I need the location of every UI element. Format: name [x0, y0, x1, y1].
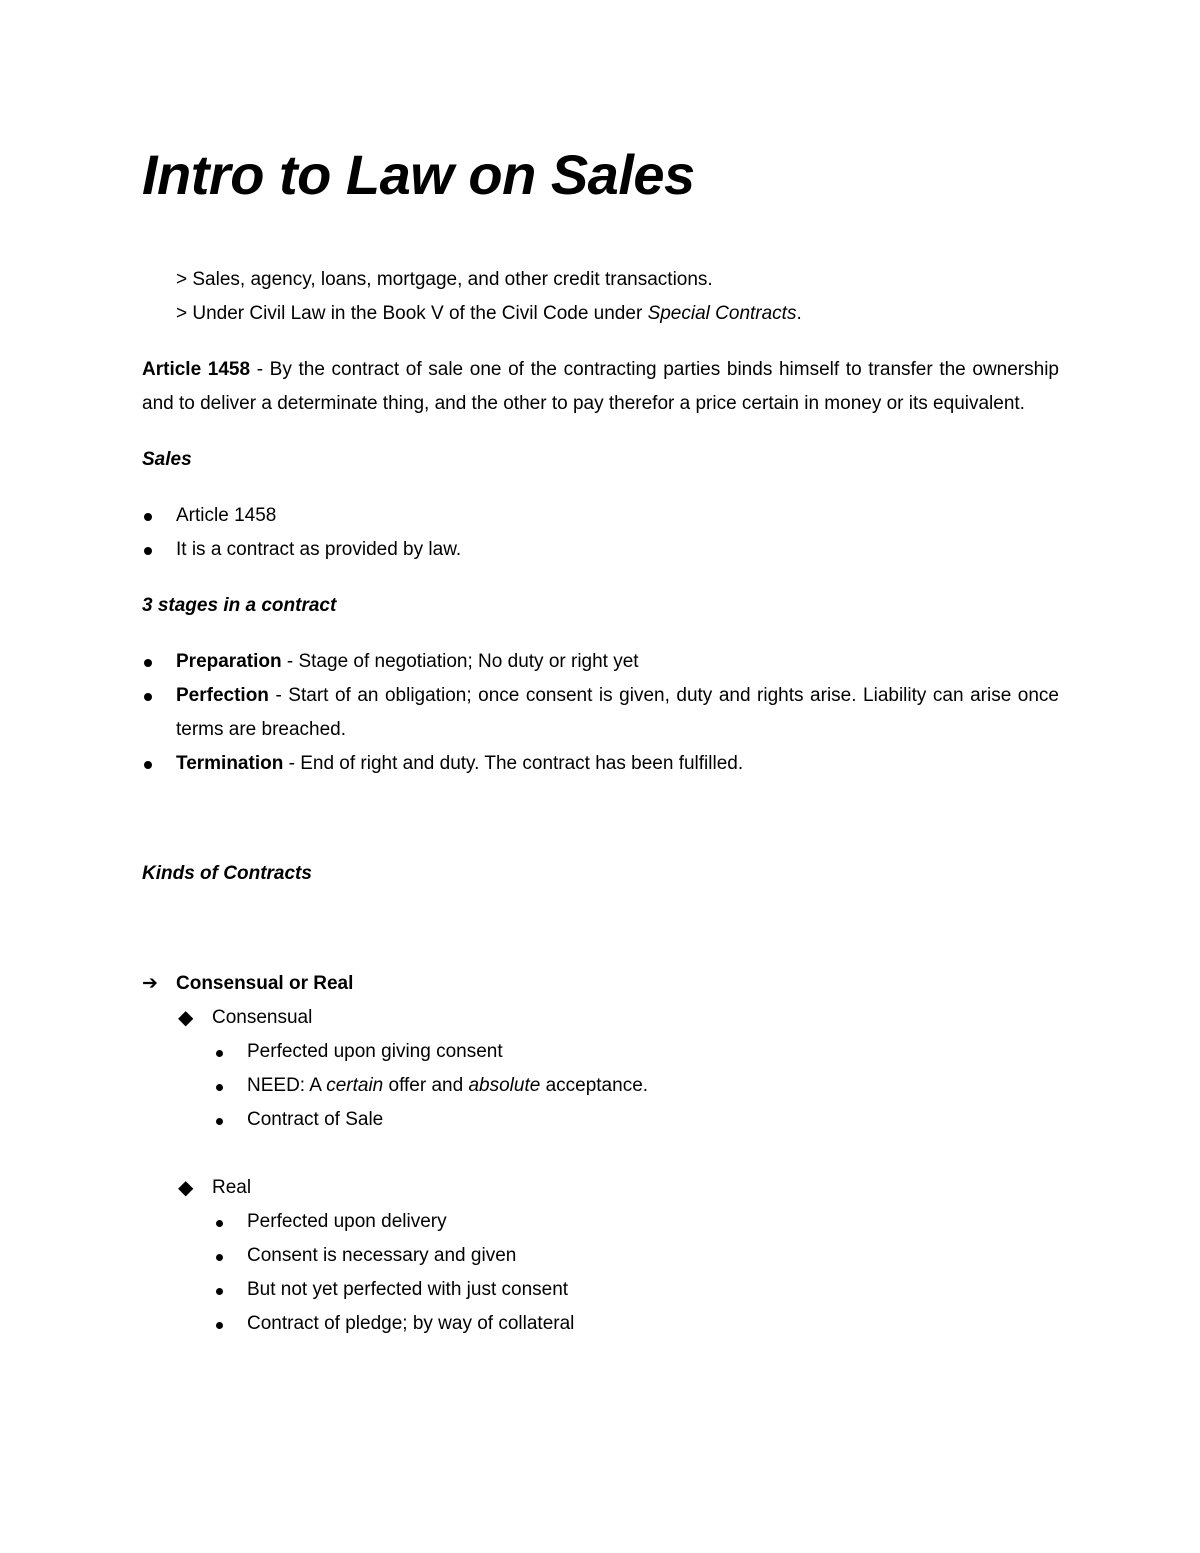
stage-desc: - Start of an obligation; once consent is given, duty and rights arise. Liability can arise once terms are breached.	[176, 685, 1059, 740]
intro-list	[142, 263, 1059, 331]
list-item-text: Article 1458	[176, 505, 277, 526]
list-item-text: Perfected upon giving consent	[247, 1041, 503, 1062]
list-item	[142, 1205, 1059, 1239]
list-item	[142, 747, 1059, 781]
outline-subgroup	[142, 1001, 1059, 1035]
kinds-heading: Kinds of Contracts	[142, 863, 312, 884]
list-item	[142, 533, 1059, 567]
stages-heading: 3 stages in a contract	[142, 595, 337, 616]
list-item-text: NEED: A	[247, 1075, 327, 1096]
stage-term: Preparation	[176, 651, 282, 672]
arrow-right-icon: ➔	[142, 973, 158, 994]
intro-line-1: > Sales, agency, loans, mortgage, and other credit transactions.	[176, 269, 713, 290]
document-title: Intro to Law on Sales	[142, 143, 695, 206]
bullet-dot-icon	[216, 1084, 223, 1091]
outline-group	[142, 967, 1059, 1001]
group-title: Consensual or Real	[176, 973, 354, 994]
list-item-text: Consent is necessary and given	[247, 1245, 517, 1266]
list-item-text: It is a contract as provided by law.	[176, 539, 462, 560]
bullet-dot-icon	[144, 693, 152, 701]
article-1458-paragraph	[142, 353, 1059, 421]
spacer	[142, 1137, 1059, 1171]
list-item	[142, 645, 1059, 679]
diamond-bullet-icon: ◆	[178, 1007, 194, 1029]
stages-list	[142, 645, 1059, 781]
list-item	[142, 1103, 1059, 1137]
outline-subgroup	[142, 1171, 1059, 1205]
bullet-dot-icon	[144, 761, 152, 769]
list-item	[142, 1035, 1059, 1069]
stage-desc: - End of right and duty. The contract has been fulfilled.	[283, 753, 744, 774]
bullet-dot-icon	[216, 1118, 223, 1125]
subgroup-label: Consensual	[212, 1007, 313, 1028]
list-item-text: acceptance.	[540, 1075, 649, 1096]
bullet-dot-icon	[144, 547, 152, 555]
stage-term: Termination	[176, 753, 284, 774]
special-contracts-text: Special Contracts	[647, 303, 797, 324]
diamond-bullet-icon: ◆	[178, 1177, 194, 1199]
list-item	[142, 1069, 1059, 1103]
intro-line-2	[142, 297, 1059, 331]
bullet-dot-icon	[216, 1254, 223, 1261]
kinds-outline	[142, 967, 1059, 1341]
bullet-dot-icon	[144, 659, 152, 667]
list-item	[142, 1307, 1059, 1341]
list-item-text: Contract of Sale	[247, 1109, 384, 1130]
bullet-dot-icon	[216, 1322, 223, 1329]
bullet-dot-icon	[216, 1050, 223, 1057]
list-item-text: Perfected upon delivery	[247, 1211, 447, 1232]
article-label: Article 1458	[142, 359, 251, 380]
subgroup-label: Real	[212, 1177, 252, 1198]
list-item-text: Contract of pledge; by way of collateral	[247, 1313, 575, 1334]
intro-line-2-text: > Under Civil Law in the Book V of the Civil Code under	[176, 303, 648, 324]
article-text: - By the contract of sale one of the contracting parties binds himself to transfer the ownership and to deliver a determinate thing, and the other to pay therefor a price certain in money or its equivalent.	[142, 359, 1059, 414]
list-item-text: offer and	[383, 1075, 469, 1096]
list-item	[142, 679, 1059, 747]
stage-desc: - Stage of negotiation; No duty or right yet	[281, 651, 639, 672]
bullet-dot-icon	[144, 513, 152, 521]
list-item	[142, 1239, 1059, 1273]
list-item-text: absolute	[468, 1075, 541, 1096]
list-item-text: certain	[326, 1075, 384, 1096]
sales-list	[142, 499, 1059, 567]
list-item-text: But not yet perfected with just consent	[247, 1279, 569, 1300]
bullet-dot-icon	[216, 1220, 223, 1227]
stage-term: Perfection	[176, 685, 269, 706]
bullet-dot-icon	[216, 1288, 223, 1295]
list-item	[142, 1273, 1059, 1307]
intro-line-2-end: .	[796, 303, 802, 324]
sales-heading: Sales	[142, 449, 192, 470]
document-body	[142, 143, 1059, 1341]
list-item	[142, 499, 1059, 533]
